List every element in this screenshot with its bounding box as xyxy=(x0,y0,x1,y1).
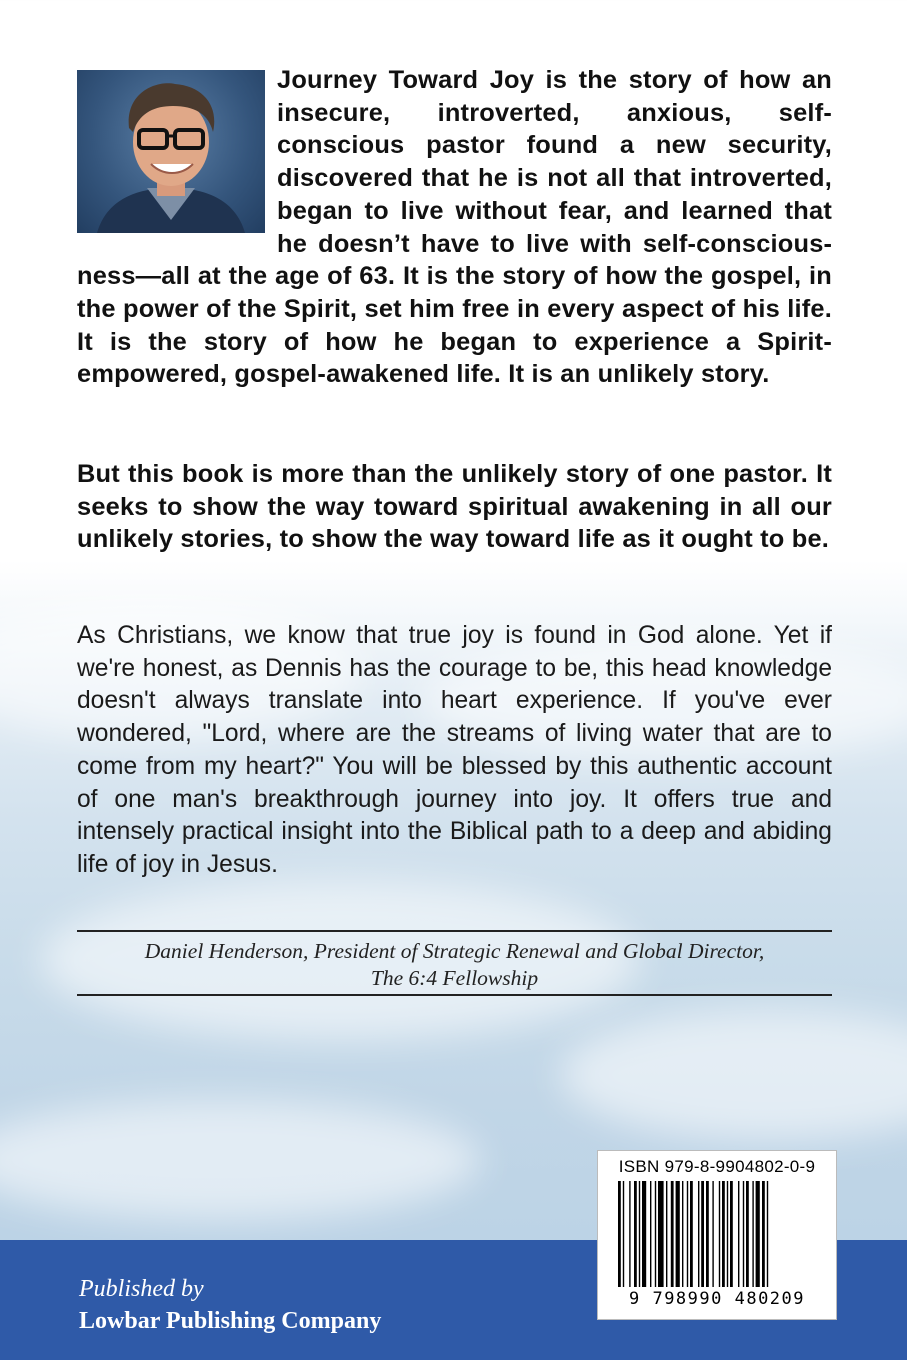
endorsement-paragraph: As Christians, we know that true joy is found in God alone. Yet if we're honest, as Dennis has the courage to be, this head knowledge doesn't always translate into heart experience. If you've ever wondered, "Lord, where are the streams of living water that are to come from my heart?" You will be blessed by this authentic account of one man's breakthrough journey into joy. It offers true and intensely practical insight into the Biblical path to a deep and abiding life of joy in Jesus. xyxy=(77,622,832,878)
barcode-bar xyxy=(690,1181,693,1287)
attribution-top-rule xyxy=(77,930,832,932)
published-by-label: Published by xyxy=(79,1276,204,1302)
attribution-line-2: The 6:4 Fellowship xyxy=(370,966,539,990)
barcode-bar xyxy=(701,1181,704,1287)
intro-text: Journey Toward Joy is the story of how an insecure, introverted, anxious, self-conscious pastor found a new security, discovered that he is not all that introverted, began to live without fear, and learned that he doesn’t have to live with self-consciousness—all at the age of 63. It is the story of how the gospel, in the power of the Spirit, set him free in every aspect of his life. It is the story of how he began to experience a Spirit-empowered, gospel-awakened life. It is an unlikely story. xyxy=(77,66,832,389)
isbn-barcode xyxy=(597,1150,837,1320)
barcode-bar xyxy=(719,1181,720,1287)
barcode-bar xyxy=(666,1181,667,1287)
attribution-bottom-rule xyxy=(77,994,832,996)
barcode-bar xyxy=(756,1181,760,1287)
publisher-name: Lowbar Publishing Company xyxy=(79,1308,382,1334)
attribution-line-1: Daniel Henderson, President of Strategic Renewal and Global Director, xyxy=(144,939,765,963)
barcode-bar xyxy=(746,1181,749,1287)
barcode-digits: 9 798990 480209 xyxy=(628,1289,806,1309)
endorsement-attribution xyxy=(77,938,832,992)
intro-paragraph xyxy=(77,64,832,391)
barcode-bar xyxy=(642,1181,646,1287)
barcode-bar xyxy=(650,1181,651,1287)
barcode-bar xyxy=(671,1181,674,1287)
barcode-bar xyxy=(738,1181,739,1287)
barcode-bar xyxy=(682,1181,683,1287)
barcode-bar xyxy=(658,1181,664,1287)
barcode-bar xyxy=(655,1181,656,1287)
barcode-bar xyxy=(634,1181,637,1287)
barcode-bar xyxy=(727,1181,728,1287)
barcode-bar xyxy=(722,1181,725,1287)
barcode-bar xyxy=(629,1181,630,1287)
barcode-bar xyxy=(767,1181,768,1287)
barcode-bar xyxy=(639,1181,640,1287)
barcode-bar xyxy=(676,1181,680,1287)
barcode-bar xyxy=(618,1181,621,1287)
barcode-bar xyxy=(706,1181,709,1287)
barcode-bar xyxy=(687,1181,688,1287)
barcode-bar xyxy=(743,1181,744,1287)
barcode-bar xyxy=(712,1181,713,1287)
barcode-bar xyxy=(623,1181,624,1287)
barcode-bar xyxy=(730,1181,733,1287)
book-summary-paragraph: But this book is more than the unlikely story of one pastor. It seeks to show the way toward spiritual awakening in all our unlikely stories, to show the way toward life as it ought to be. xyxy=(77,460,832,554)
photo-wrap-spacer xyxy=(77,64,277,254)
barcode-bar xyxy=(752,1181,753,1287)
barcode-bar xyxy=(762,1181,765,1287)
barcode-bar xyxy=(698,1181,699,1287)
isbn-label: ISBN 979-8-9904802-0-9 xyxy=(618,1157,816,1176)
barcode-bars xyxy=(618,1181,818,1287)
